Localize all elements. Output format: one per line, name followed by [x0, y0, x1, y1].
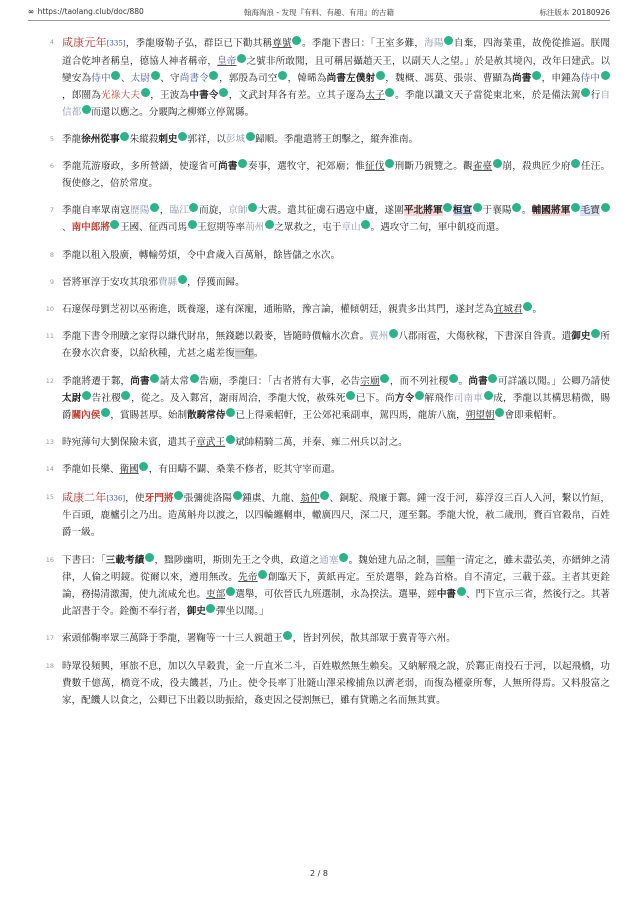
text-segment: 成，季龍以其構思精微，賜爵: [62, 392, 611, 421]
page-header: [28, 4, 610, 21]
text-segment: ，黜陟幽明，斯則先王之令典，政道之: [154, 554, 320, 566]
annotation-marker-icon[interactable]: [591, 329, 600, 338]
text-segment: 張彌徙洛陽: [183, 492, 233, 504]
annotation-marker-icon[interactable]: [571, 159, 580, 168]
text-segment: ，魏概、馮莫、張崇、曹顯為: [385, 72, 513, 84]
text-segment: ，皆封列侯，散其部眾于冀青等六州。: [292, 633, 456, 645]
paragraph: [40, 202, 610, 236]
text-segment: 選舉，可依晉氏九班選制，永為揆法。選畢，經: [235, 589, 437, 601]
paragraph-number: 5: [49, 134, 54, 143]
paragraph-text: [62, 461, 610, 478]
text-segment: 、守: [160, 72, 180, 84]
annotated-term[interactable]: 太尉: [62, 392, 82, 404]
text-segment: 王愆期等率: [197, 222, 246, 234]
paragraph-number: 10: [45, 304, 54, 313]
header-title: 翰海淘浪 - 发现『有料、有趣、有用』的古籍: [244, 8, 394, 17]
text-segment: ，申鍾為: [541, 72, 581, 84]
text-segment: ，而不列社稷: [389, 375, 449, 387]
annotation-marker-icon[interactable]: [150, 374, 159, 383]
paragraph-number: 14: [45, 465, 54, 474]
text-segment: 、: [120, 72, 131, 84]
year-marker: [336]: [106, 494, 126, 503]
text-segment: 之眾救之，屯于: [274, 222, 342, 234]
text-segment: 大震。遣其征虜石遇寇中廬，遂圍: [257, 205, 404, 217]
annotation-marker-icon[interactable]: [248, 203, 257, 212]
text-segment: 一清定之，雖未盡弘美，亦縉紳之清律，人倫之明鏡。從爾以來，遵用無改。: [62, 554, 611, 583]
text-segment: 彈坐以聞。」: [215, 606, 269, 618]
text-segment: ，: [159, 205, 170, 217]
era-name: 咸康元年: [62, 36, 107, 49]
paragraph-text: [62, 328, 610, 362]
text-segment: 石邃保母劉芝初以巫術進，既養邃，遂有深寵，通賄賂，豫言論，權傾朝廷，親貴多出其門，遂封芝為: [62, 303, 494, 315]
annotated-term[interactable]: 司南車: [453, 392, 484, 404]
annotated-term[interactable]: 三年: [435, 554, 456, 566]
text-segment: 季龍下書令刑贖之家得以縑代財帛，無錢聽以穀麥，皆隨時價輸水次倉。: [62, 331, 370, 343]
annotated-term[interactable]: 尚書左僕射: [326, 72, 376, 84]
text-segment: ，郎闓為: [62, 90, 102, 102]
annotation-marker-icon[interactable]: [141, 88, 150, 97]
annotated-term[interactable]: 衛國: [119, 464, 139, 476]
annotation-marker-icon[interactable]: [571, 203, 580, 212]
text-segment: 任汪。復使修之，倍於常度。: [62, 160, 611, 189]
text-segment: 崩，殺典匠少府: [502, 160, 571, 172]
annotated-term[interactable]: 朔望朝: [465, 409, 495, 421]
text-segment: 八郡雨雹，大傷秋稼，下書深自咎責。遣: [398, 331, 572, 343]
annotation-marker-icon[interactable]: [110, 220, 119, 229]
annotated-term[interactable]: 太尉: [130, 72, 151, 84]
text-segment: ，郭殷為司空: [218, 72, 278, 84]
annotated-term[interactable]: 尚書: [130, 375, 150, 387]
annotation-marker-icon[interactable]: [145, 553, 154, 562]
paragraph-text: [62, 131, 610, 148]
annotated-term[interactable]: 方令: [394, 392, 415, 404]
text-segment: ，王波為: [150, 90, 190, 102]
text-segment: 自棄，四海業重，故俛從推逼。朕聞道合乾坤者稱皇，德協人神者稱帝，: [62, 38, 611, 67]
text-segment: ，使: [125, 492, 145, 504]
annotated-term[interactable]: 雀臺: [472, 160, 493, 172]
text-segment: ，從之。及入鄴宮，謝雨周洽，季龍大悅，赦殊死: [130, 392, 346, 404]
annotation-marker-icon[interactable]: [283, 631, 292, 640]
annotation-marker-icon[interactable]: [512, 203, 521, 212]
annotation-marker-icon[interactable]: [339, 553, 348, 562]
text-segment: 。: [458, 375, 469, 387]
annotation-marker-icon[interactable]: [238, 159, 247, 168]
text-segment: 刑斷乃親覽之。觀: [394, 160, 473, 172]
annotated-term[interactable]: 臨江: [169, 205, 189, 217]
text-segment: 告社稷: [91, 392, 121, 404]
annotation-marker-icon[interactable]: [233, 491, 242, 500]
annotated-term[interactable]: 費縣: [157, 276, 178, 288]
annotated-term[interactable]: 翁仲: [300, 492, 320, 504]
annotated-term[interactable]: 尚書: [512, 72, 532, 84]
text-segment: 而還以應之。分覈陶之柳鄉立停駕縣。: [91, 107, 255, 119]
paragraph-text: [62, 301, 610, 318]
annotation-marker-icon[interactable]: [532, 71, 541, 80]
document-body: [40, 34, 610, 719]
annotation-marker-icon[interactable]: [226, 435, 235, 444]
annotation-marker-icon[interactable]: [581, 88, 590, 97]
annotation-marker-icon[interactable]: [361, 220, 370, 229]
text-segment: 之號非所敢聞，且可稱居攝趙天王，以副天人之望。」於是赦其境內，改年曰建武。以變安為: [62, 55, 611, 84]
annotated-term[interactable]: 荊州: [245, 222, 265, 234]
annotated-term[interactable]: 侍中: [91, 72, 111, 84]
paragraph-number: 16: [45, 555, 54, 564]
text-segment: 行: [590, 90, 601, 102]
header-version: 标注版本 20180926: [539, 8, 610, 17]
text-segment: 。遇攻守二旬，軍中飢疫而還。: [370, 222, 505, 234]
annotation-marker-icon[interactable]: [495, 408, 504, 417]
paragraph: [40, 489, 610, 542]
annotated-term[interactable]: 桓宣: [452, 205, 473, 217]
paragraph: [40, 434, 610, 451]
text-segment: 季龍: [62, 133, 82, 145]
annotation-marker-icon[interactable]: [246, 132, 255, 141]
annotated-term[interactable]: 尚書: [218, 160, 238, 172]
text-segment: 。: [532, 303, 543, 315]
annotation-marker-icon[interactable]: [265, 220, 274, 229]
text-segment: 會即乘軺軒。: [504, 409, 563, 421]
annotated-term[interactable]: 中書: [436, 589, 457, 601]
paragraph-number: 15: [45, 492, 54, 501]
text-segment: ，文武封拜各有差。立其子邃為: [228, 90, 366, 102]
annotated-term[interactable]: 牙門將: [144, 492, 174, 504]
annotated-term[interactable]: 章山: [341, 222, 361, 234]
annotation-marker-icon[interactable]: [484, 391, 493, 400]
annotated-term[interactable]: 關內侯: [71, 409, 101, 421]
annotated-term[interactable]: 御史: [571, 331, 591, 343]
text-segment: 斌帥精騎二萬，并秦、雍二州兵以討之。: [235, 437, 408, 449]
annotated-term[interactable]: 彭城: [225, 133, 246, 145]
text-segment: 郭祥，以: [187, 133, 226, 145]
annotated-term[interactable]: 先帝: [238, 571, 258, 583]
year-marker: [335]: [106, 39, 126, 48]
annotation-marker-icon[interactable]: [111, 71, 120, 80]
paragraph: [40, 658, 610, 710]
text-segment: 創臨天下，黃紙再定。至於選舉，銓為首格。自不清定，三載于茲。主者其更銓論，務揚清激濁，使九流咸允也。: [62, 571, 611, 601]
annotated-term[interactable]: 宗廟: [360, 375, 380, 387]
annotated-term[interactable]: 三載考績: [105, 554, 145, 566]
annotation-marker-icon[interactable]: [174, 491, 183, 500]
annotated-term[interactable]: 散騎常侍: [187, 409, 226, 421]
annotation-marker-icon[interactable]: [121, 391, 130, 400]
text-segment: 而旋，: [198, 205, 229, 217]
annotated-term[interactable]: 一年: [234, 348, 254, 360]
paragraph-text: [62, 34, 610, 122]
annotated-term[interactable]: 吏部: [206, 589, 226, 601]
text-segment: 鍾虡、九龍、: [242, 492, 301, 504]
text-segment: 、門下宣示三省，然後行之。其著此詔書于令。銓衡不奉行者，: [62, 589, 611, 618]
paragraph: [40, 131, 610, 148]
text-segment: 、: [62, 222, 72, 234]
text-segment: 晉將軍淳于安攻其琅邪: [62, 276, 158, 288]
text-segment: 請太常: [159, 375, 190, 387]
text-segment: 季龍將遷于鄴，: [62, 375, 131, 387]
paragraph-text: [62, 630, 610, 647]
annotation-marker-icon[interactable]: [219, 88, 228, 97]
paragraph: [40, 34, 610, 122]
text-segment: 可詳議以聞。」公卿乃請使: [497, 375, 611, 387]
paragraph-text: [62, 552, 610, 621]
annotation-marker-icon[interactable]: [258, 570, 267, 579]
text-segment: ，季龍廢勒子弘，群臣已下勸其稱: [125, 38, 273, 49]
paragraph-text: [62, 158, 610, 192]
paragraph: [40, 274, 610, 291]
text-segment: 于襄陽: [482, 205, 512, 217]
annotated-term[interactable]: 刺史: [158, 133, 178, 145]
paragraph-number: 17: [45, 634, 54, 643]
paragraph-number: 13: [45, 438, 54, 447]
annotation-marker-icon[interactable]: [601, 71, 610, 80]
page-number: 2 / 8: [310, 869, 328, 878]
annotated-term[interactable]: 尊號: [272, 38, 292, 49]
paragraph-text: [62, 274, 610, 291]
paragraph: [40, 373, 610, 425]
annotation-marker-icon[interactable]: [190, 374, 199, 383]
annotated-term[interactable]: 徐州從事: [81, 133, 120, 145]
text-segment: 時眾役頻興，軍旅不息，加以久旱穀貴，金一斤直米二斗，百姓嗷然無生賴矣。又納解飛之說，於鄴正南投石于河，以起飛橋，功費數千億萬，橋竟不成，役夫饑甚，乃止。使令長率丁壯隨山澤采橡捕魚以濟老弱，而復為權豪所奪，人無所得焉。又料殷富之家，配饑人以食之，公卿已下出穀以助振給，姦吏因之侵割無已，雖有貸贍之名而無其實。: [62, 660, 610, 707]
annotation-marker-icon[interactable]: [188, 220, 197, 229]
paragraph-number: 11: [45, 332, 54, 341]
annotation-marker-icon[interactable]: [523, 302, 532, 311]
annotation-marker-icon[interactable]: [120, 132, 129, 141]
paragraph-number: 18: [45, 661, 54, 670]
paragraph: [40, 630, 610, 647]
annotation-marker-icon[interactable]: [449, 374, 458, 383]
annotation-marker-icon[interactable]: [380, 374, 389, 383]
text-segment: 。季龍以讖文天子當從東北來，於是備法駕: [394, 90, 581, 102]
annotation-marker-icon[interactable]: [601, 203, 610, 212]
link-icon: ∞: [28, 7, 34, 16]
annotation-marker-icon[interactable]: [473, 203, 482, 212]
text-segment: 索頭郁鞠率眾三萬降于季龍，署鞠等一十三人親趙王: [62, 633, 283, 645]
annotated-term[interactable]: 南中郎將: [71, 222, 110, 234]
paragraph: [40, 301, 610, 318]
annotated-term[interactable]: 通塞: [319, 554, 339, 566]
annotated-term[interactable]: 京師: [228, 205, 248, 217]
paragraph: [40, 461, 610, 478]
text-segment: ，俘獲而歸。: [187, 276, 245, 288]
paragraph-number: 6: [49, 161, 54, 170]
paragraph: [40, 247, 610, 264]
paragraph: [40, 328, 610, 362]
text-segment: 季龍自率眾南寇: [62, 205, 131, 217]
annotated-term[interactable]: 宜城君: [493, 303, 523, 315]
annotation-marker-icon[interactable]: [385, 159, 394, 168]
text-segment: 告廟，季龍曰：「古者將有大事，必告: [199, 375, 361, 387]
text-segment: 。季龍下書曰：「王室多難，: [301, 38, 425, 49]
text-segment: ，有田疇不闢、桑業不修者，貶其守宰而還。: [148, 464, 341, 476]
annotation-marker-icon[interactable]: [493, 159, 502, 168]
annotation-marker-icon[interactable]: [178, 132, 187, 141]
text-segment: 歸順。季龍遣將王朗擊之，縱奔淮南。: [255, 133, 419, 145]
annotated-term[interactable]: 侍中: [580, 72, 601, 84]
text-segment: 王國、征西司馬: [119, 222, 188, 234]
text-segment: 。: [521, 205, 532, 217]
paragraph-text: [62, 489, 610, 542]
text-segment: 奏事，選牧守，祀郊廟；惟: [247, 160, 365, 172]
annotated-term[interactable]: 中書令: [189, 90, 219, 102]
text-segment: 時宛薄句大劉保險未賓，遣其子: [62, 437, 197, 449]
text-segment: 解飛作: [424, 392, 454, 404]
annotation-marker-icon[interactable]: [209, 71, 218, 80]
annotated-term[interactable]: 尚書: [468, 375, 488, 387]
annotation-marker-icon[interactable]: [178, 275, 187, 284]
header-url[interactable]: https://taolang.club/doc/880: [37, 7, 144, 16]
paragraph-number: 8: [49, 250, 54, 259]
paragraph-text: [62, 658, 610, 710]
annotated-term[interactable]: 毛寶: [580, 205, 601, 217]
text-segment: 、銅駝、飛廉于鄴。鍾一沒于河，募浮沒三百人入河，繫以竹絙，牛百頭，鹿櫨引之乃出。造萬斛舟以渡之，以四輪纏輞車，轍廣四尺，深二尺，運至鄴。季龍大悅，赦二歲刑，賚百官穀帛，百姓爵一級。: [62, 492, 611, 539]
text-segment: 已下。尚: [355, 392, 395, 404]
annotation-marker-icon[interactable]: [139, 462, 148, 471]
annotation-marker-icon[interactable]: [237, 54, 246, 63]
annotated-term[interactable]: 征伐: [364, 160, 385, 172]
annotation-marker-icon[interactable]: [82, 105, 91, 114]
text-segment: 下書曰：「: [62, 554, 106, 566]
annotation-marker-icon[interactable]: [457, 587, 466, 596]
annotated-term[interactable]: 自信都: [62, 90, 611, 119]
paragraph-number: 9: [49, 277, 54, 286]
annotated-term[interactable]: 皇帝: [217, 55, 237, 67]
annotated-term[interactable]: 御史: [186, 606, 206, 618]
paragraph-text: [62, 373, 610, 425]
annotation-marker-icon[interactable]: [376, 71, 385, 80]
paragraph-text: [62, 247, 610, 264]
annotation-marker-icon[interactable]: [226, 408, 235, 417]
era-name: 咸康二年: [62, 490, 107, 504]
annotation-marker-icon[interactable]: [226, 587, 235, 596]
text-segment: 季龍荒游廢政，多所營繕，使邃省可: [62, 160, 219, 172]
text-segment: 所在發水次倉麥，以給秋種，尤甚之處差復: [62, 331, 611, 360]
annotation-marker-icon[interactable]: [82, 391, 91, 400]
annotation-marker-icon[interactable]: [444, 36, 453, 45]
text-segment: ，韓晞為: [287, 72, 327, 84]
paragraph-number: 12: [45, 376, 54, 385]
paragraph-text: [62, 202, 610, 236]
paragraph-text: [62, 434, 610, 451]
annotated-term[interactable]: 輔國將軍: [531, 205, 571, 217]
annotation-marker-icon[interactable]: [278, 71, 287, 80]
annotation-marker-icon[interactable]: [189, 203, 198, 212]
annotation-marker-icon[interactable]: [206, 604, 215, 613]
annotation-marker-icon[interactable]: [320, 491, 329, 500]
annotation-marker-icon[interactable]: [346, 391, 355, 400]
annotation-marker-icon[interactable]: [150, 203, 159, 212]
paragraph-number: 7: [49, 206, 54, 215]
text-segment: 。: [253, 348, 264, 360]
annotated-term[interactable]: 光祿大夫: [101, 90, 141, 102]
annotation-marker-icon[interactable]: [389, 329, 398, 338]
text-segment: ，賞賜甚厚。始制: [110, 409, 188, 421]
annotation-marker-icon[interactable]: [292, 36, 301, 45]
text-segment: 朱縱殺: [129, 133, 159, 145]
annotation-marker-icon[interactable]: [385, 88, 394, 97]
annotated-term[interactable]: 尚書令: [179, 72, 209, 84]
annotated-term[interactable]: 海陽: [424, 38, 444, 49]
annotation-marker-icon[interactable]: [415, 391, 424, 400]
annotated-term[interactable]: 平北將軍: [403, 205, 443, 217]
paragraph: [40, 552, 610, 621]
text-segment: 已上得乘軺軒，王公郊祀乘副車，駕四馬，龍旂八旒，: [235, 409, 466, 421]
annotated-term[interactable]: 歷陽: [130, 205, 150, 217]
annotated-term[interactable]: 章武王: [196, 437, 226, 449]
annotated-term[interactable]: 太子: [365, 90, 385, 102]
annotation-marker-icon[interactable]: [488, 374, 497, 383]
paragraph: [40, 158, 610, 192]
annotated-term[interactable]: 冀州: [369, 331, 389, 343]
text-segment: 季龍如長樂、: [62, 464, 120, 476]
text-segment: 季龍以租入殷廣，轉輸勞煩，令中倉歲入百萬斛，餘皆儲之水次。: [62, 249, 341, 261]
paragraph-number: 4: [49, 38, 54, 46]
annotation-marker-icon[interactable]: [443, 203, 452, 212]
annotation-marker-icon[interactable]: [151, 71, 160, 80]
annotation-marker-icon[interactable]: [101, 408, 110, 417]
text-segment: 。魏始建九品之制，: [348, 554, 436, 566]
